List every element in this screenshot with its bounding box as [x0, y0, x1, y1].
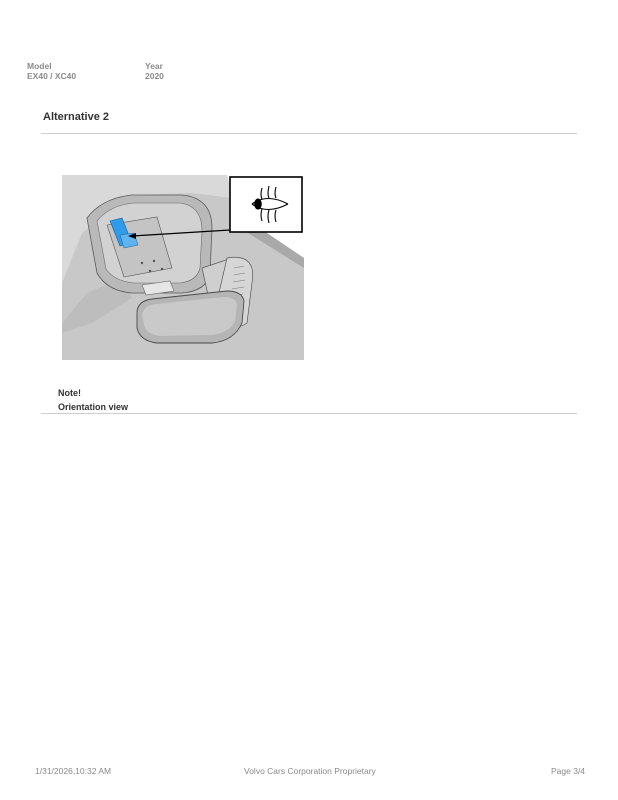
- section-title: Alternative 2: [43, 111, 110, 123]
- note-text: Orientation view: [58, 402, 129, 412]
- note-label: Note!: [58, 388, 81, 398]
- year-label: Year: [145, 61, 163, 71]
- note-divider: [41, 413, 577, 414]
- model-label: Model: [27, 61, 52, 71]
- overhead-console-illustration: [62, 173, 304, 360]
- view-direction-inset: [230, 177, 302, 232]
- footer-proprietary: Volvo Cars Corporation Proprietary: [244, 766, 376, 776]
- orientation-illustration: [62, 173, 304, 360]
- footer-page-number: Page 3/4: [551, 766, 586, 776]
- section-divider: [41, 133, 577, 134]
- model-value: EX40 / XC40: [27, 71, 77, 81]
- footer-timestamp: 1/31/2026,10:32 AM: [35, 766, 112, 776]
- year-value: 2020: [145, 71, 164, 81]
